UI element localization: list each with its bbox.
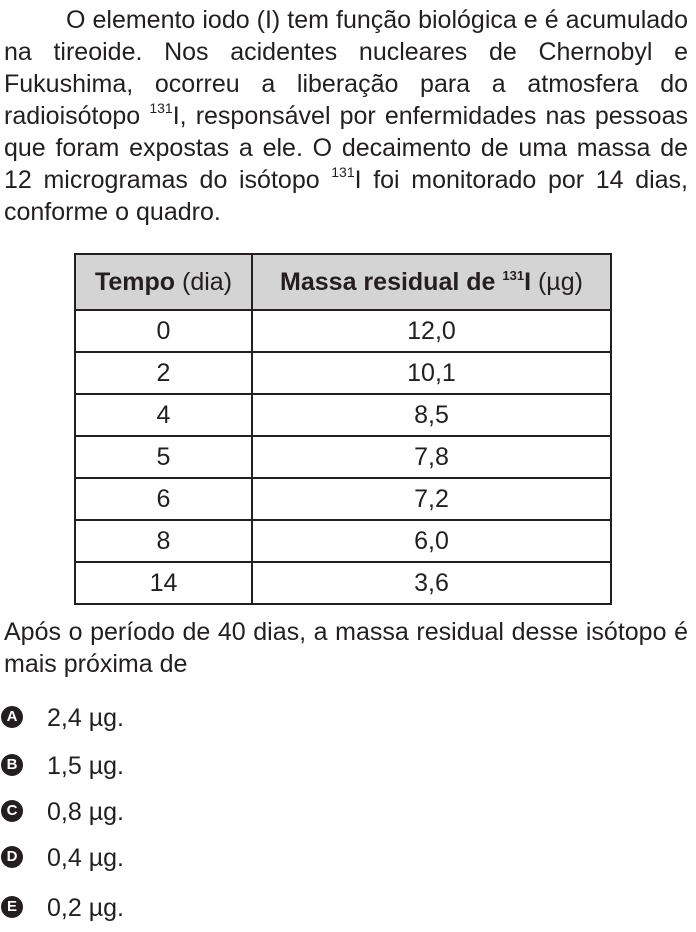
decay-table [74, 253, 612, 605]
table-header-row [75, 254, 611, 310]
table-row [75, 310, 611, 352]
cell-massa: 7,8 [252, 436, 611, 478]
table-row [75, 352, 611, 394]
cell-massa: 7,2 [252, 478, 611, 520]
question-stem: Após o período de 40 dias, a massa residual desse isótopo é mais próxima de [4, 618, 688, 678]
option-letter-badge: A [1, 706, 23, 728]
option-letter-badge: B [1, 754, 23, 776]
option-text: 1,5 µg. [47, 752, 124, 780]
cell-tempo: 2 [75, 352, 252, 394]
isotope-mass-number: 131 [149, 100, 173, 116]
header-tempo: Tempo (dia) [75, 254, 252, 310]
isotope-mass-number: 131 [331, 164, 355, 180]
option-e[interactable] [0, 893, 300, 923]
option-text: 0,8 µg. [47, 798, 124, 826]
option-letter-badge: D [1, 846, 23, 868]
option-text: 0,2 µg. [47, 894, 124, 922]
table-row [75, 436, 611, 478]
option-text: 0,4 µg. [47, 844, 124, 872]
option-b[interactable] [0, 751, 300, 781]
option-d[interactable] [0, 843, 300, 873]
cell-tempo: 6 [75, 478, 252, 520]
option-letter-badge: E [1, 896, 23, 918]
intro-text-1: O elemento iodo (I) tem função biológica e é acumulado na tireoide. Nos acidentes nucleares de Chernobyl e Fukushima, ocorreu a liberação para a atmosfera do radioisótopo [4, 6, 688, 130]
decay-table-container [74, 253, 612, 605]
option-letter-badge: C [1, 800, 23, 822]
table-row [75, 394, 611, 436]
option-c[interactable] [0, 797, 300, 827]
header-massa: Massa residual de $^{131}$I (µg) [252, 254, 611, 310]
cell-massa: 10,1 [252, 352, 611, 394]
cell-tempo: 4 [75, 394, 252, 436]
cell-massa: 8,5 [252, 394, 611, 436]
cell-tempo: 14 [75, 562, 252, 604]
option-a[interactable] [0, 703, 300, 733]
cell-massa: 12,0 [252, 310, 611, 352]
table-row [75, 562, 611, 604]
cell-tempo: 8 [75, 520, 252, 562]
option-text: 2,4 µg. [47, 704, 124, 732]
intro-text-2: I, responsável por enfermidades nas pessoas que foram expostas a ele. O decaimento de uma massa de 12 microgramas do isótopo [4, 102, 688, 194]
intro-text-3: I foi monitorado por 14 dias, conforme o quadro. [4, 166, 688, 226]
cell-tempo: 5 [75, 436, 252, 478]
table-row [75, 520, 611, 562]
cell-massa: 3,6 [252, 562, 611, 604]
table-row [75, 478, 611, 520]
cell-tempo: 0 [75, 310, 252, 352]
intro-paragraph [4, 4, 688, 228]
cell-massa: 6,0 [252, 520, 611, 562]
